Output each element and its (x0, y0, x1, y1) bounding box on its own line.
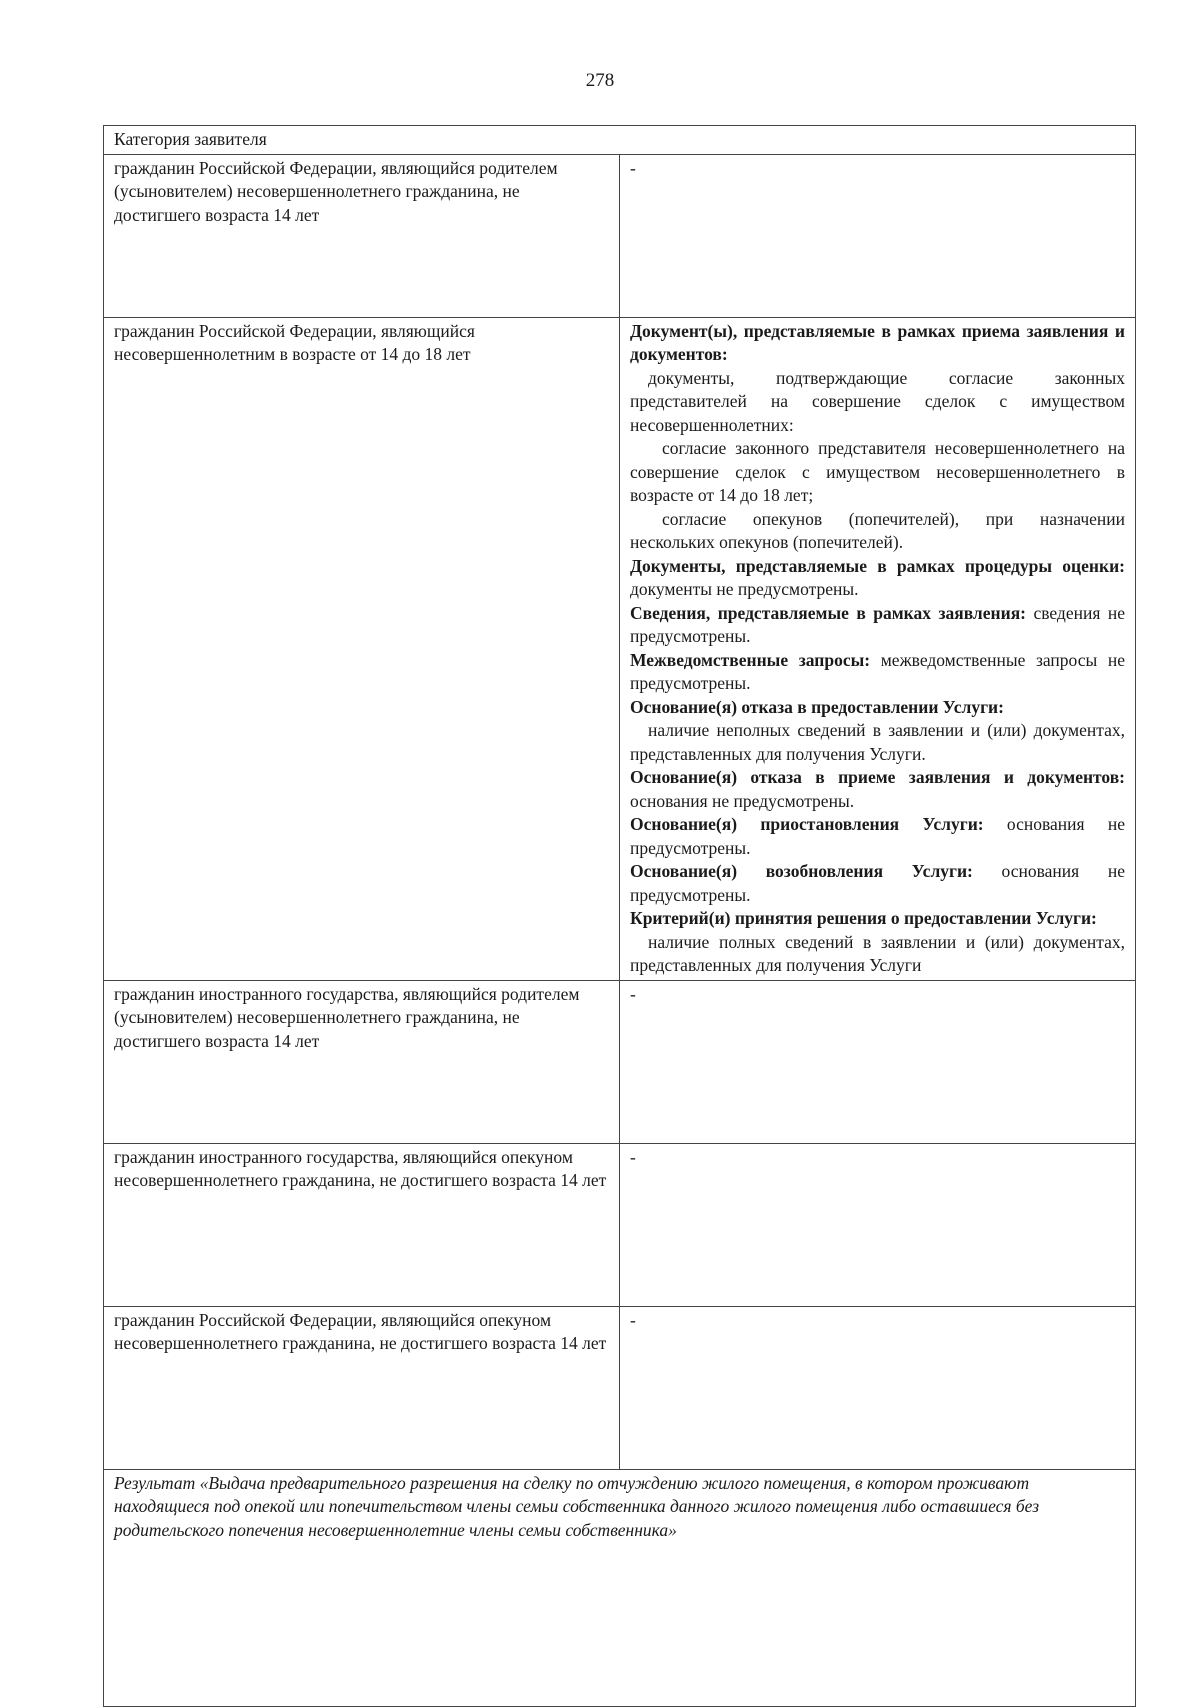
category-cell: гражданин Российской Федерации, являющийся несовершеннолетним в возрасте от 14 до 18 лет (104, 317, 620, 980)
suspend-label: Основание(я) приостановления Услуги: (630, 814, 984, 834)
refuse-item: наличие неполных сведений в заявлении и (или) документах, представленных для получения Услуги. (630, 720, 1125, 764)
refuse-accept-value: основания не предусмотрены. (630, 790, 855, 811)
category-cell: гражданин иностранного государства, являющийся родителем (усыновителем) несовершеннолетнего гражданина, не достигшего возраста 14 лет (104, 980, 620, 1143)
value-cell: - (620, 980, 1136, 1143)
docs-subitem: согласие законного представителя несовершеннолетнего на совершение сделок с имуществом несовершеннолетнего в возрасте от 14 до 18 лет; (630, 438, 1125, 505)
docs-label: Документ(ы), представляемые в рамках приема заявления и документов: (630, 320, 1125, 364)
page-number: 278 (585, 70, 615, 91)
value-cell: - (620, 1306, 1136, 1469)
table-row (104, 1143, 1136, 1306)
refuse-label: Основание(я) отказа в предоставлении Услуги: (630, 696, 1004, 717)
docs-subitem: согласие опекунов (попечителей), при назначении нескольких опекунов (попечителей). (630, 508, 1125, 552)
applicant-table (103, 125, 1136, 1707)
table-row (104, 1306, 1136, 1469)
result-row (104, 1469, 1136, 1706)
table-header: Категория заявителя (104, 126, 1136, 155)
table-row (104, 317, 1136, 980)
eval-label: Документы, представляемые в рамках процедуры оценки: (630, 555, 1125, 576)
criteria-item: наличие полных сведений в заявлении и (или) документах, представленных для получения Услуги (630, 931, 1125, 975)
value-cell: - (620, 1143, 1136, 1306)
value-cell: - (620, 154, 1136, 317)
eval-value: документы не предусмотрены. (630, 579, 859, 599)
resume-label: Основание(я) возобновления Услуги: (630, 861, 973, 881)
table-row (104, 980, 1136, 1143)
inter-label: Межведомственные запросы: (630, 649, 871, 670)
suspend-value: основания не предусмотрены. (630, 814, 1125, 858)
category-cell: гражданин Российской Федерации, являющийся родителем (усыновителем) несовершеннолетнего гражданина, не достигшего возраста 14 лет (104, 154, 620, 317)
table-header-row (104, 126, 1136, 155)
info-label: Сведения, представляемые в рамках заявления: (630, 602, 1026, 623)
refuse-accept-label: Основание(я) отказа в приеме заявления и документов: (630, 767, 1125, 787)
table-row (104, 154, 1136, 317)
resume-value: основания не предусмотрены. (630, 861, 1125, 905)
info-value: сведения не предусмотрены. (630, 602, 1125, 646)
requirements-cell (620, 317, 1136, 980)
criteria-label: Критерий(и) принятия решения о предоставлении Услуги: (630, 908, 1097, 928)
inter-value: межведомственные запросы не предусмотрены. (630, 649, 1126, 693)
category-cell: гражданин Российской Федерации, являющийся опекуном несовершеннолетнего гражданина, не достигшего возраста 14 лет (104, 1306, 620, 1469)
docs-item: документы, подтверждающие согласие законных представителей на совершение сделок с имуществом несовершеннолетних: (630, 367, 1125, 435)
category-cell: гражданин иностранного государства, являющийся опекуном несовершеннолетнего гражданина, не достигшего возраста 14 лет (104, 1143, 620, 1306)
result-cell: Результат «Выдача предварительного разрешения на сделку по отчуждению жилого помещения, в котором проживают находящиеся под опекой или попечительством члены семьи собственника данного жилого помещения либо оставшиеся без родительского попечения несовершеннолетние члены семьи собственника» (104, 1469, 1136, 1706)
